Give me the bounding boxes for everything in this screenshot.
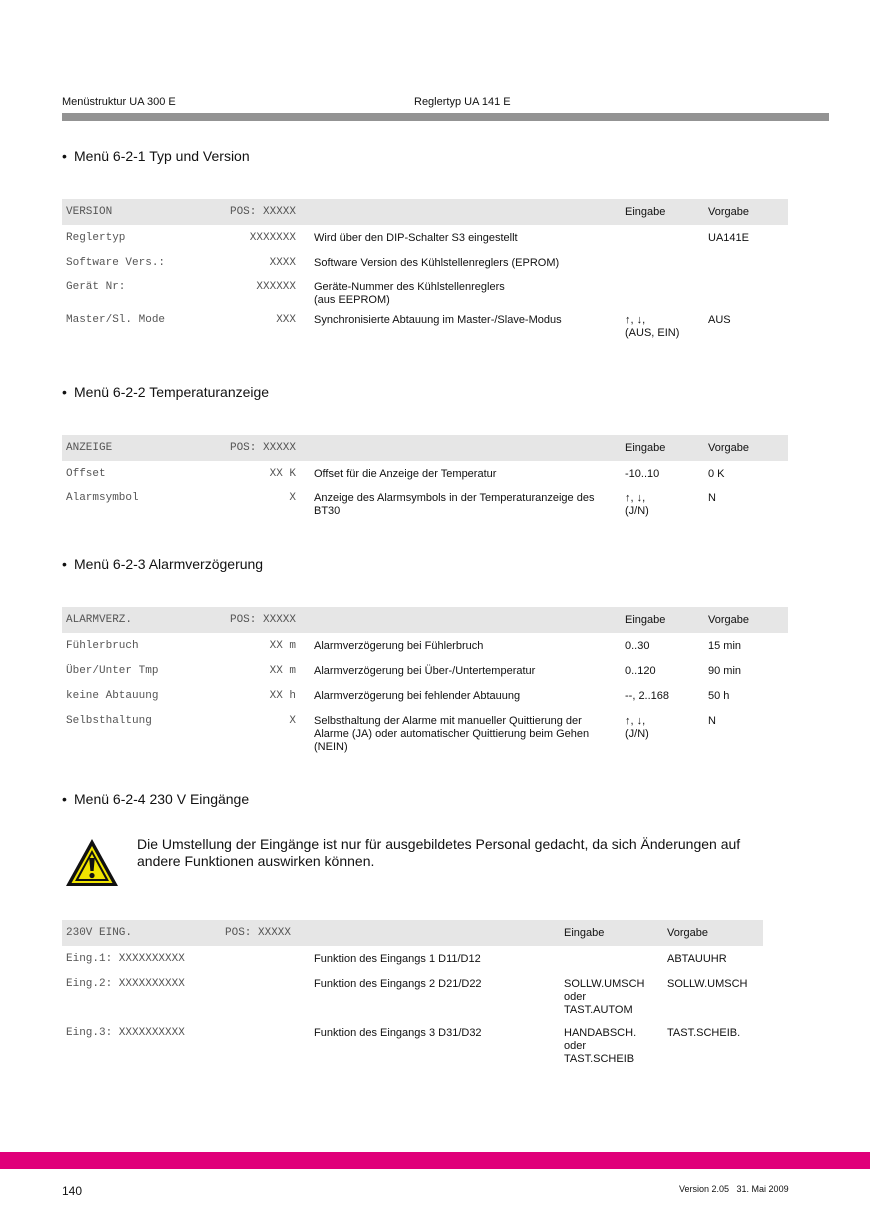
menu-pos: POS: XXXXX [212,435,296,461]
param-name: Fühlerbruch [66,640,139,652]
param-name: Über/Unter Tmp [66,665,159,677]
param-vorgabe: N [708,492,716,504]
table-row [62,485,788,521]
param-value: XX m [269,640,296,652]
param-desc: Synchronisierte Abtauung im Master-/Slave-Modus [314,314,562,326]
table-row [62,946,763,971]
param-name: Alarmsymbol [66,492,139,504]
section-title-alarm: • Menü 6-2-3 Alarmverzögerung [62,556,264,572]
param-desc: Funktion des Eingangs 3 D31/D32 [314,1027,482,1039]
table-row [62,274,788,307]
param-name: Reglertyp [66,232,126,244]
table-row [62,1020,763,1069]
table-head [62,920,763,946]
menu-pos: POS: XXXXX [212,607,296,633]
param-desc: Selbsthaltung der Alarme mit manueller Quittierung der Alarme (JA) oder automatischer Quittierung beim Gehen (NEIN) [314,715,590,753]
menu-pos: POS: XXXXX [212,199,296,225]
menu-name: VERSION [62,199,212,225]
param-value: XX m [269,665,296,677]
table-row [62,461,788,485]
menu-pos: POS: XXXXX [212,920,296,946]
param-name: Eing.1: XXXXXXXXXX [66,953,185,965]
param-desc: Offset für die Anzeige der Temperatur [314,468,497,480]
param-value: XXXXXX [256,281,296,293]
table-head [62,435,788,461]
param-name: Software Vers.: [66,257,166,269]
param-vorgabe [708,250,788,274]
param-vorgabe: TAST.SCHEIB. [667,1027,741,1039]
col-vorgabe: Vorgabe [708,435,788,461]
param-vorgabe: 0 K [708,468,725,480]
param-desc: Alarmverzögerung bei Fühlerbruch [314,640,484,652]
eingaenge-table [62,920,763,1069]
param-eingabe: ↑, ↓, (AUS, EIN) [625,314,680,339]
bullet-icon: • [62,791,67,807]
param-name: Gerät Nr: [66,281,126,293]
warning-icon [64,837,120,889]
param-eingabe: --, 2..168 [625,690,670,702]
bullet-icon: • [62,148,67,164]
param-vorgabe: SOLLW.UMSCH [667,978,748,990]
param-vorgabe: UA141E [708,232,749,244]
alarm-table [62,607,788,758]
param-eingabe: ↑, ↓, (J/N) [625,715,649,740]
col-vorgabe: Vorgabe [708,607,788,633]
param-desc: Geräte-Nummer des Kühlstellenreglers (aus EEPROM) [314,281,505,306]
version-table [62,199,788,343]
param-vorgabe [708,274,788,307]
param-name: Eing.2: XXXXXXXXXX [66,978,185,990]
footer-bar [0,1152,870,1169]
table-head [62,607,788,633]
param-eingabe: SOLLW.UMSCH oder TAST.AUTOM [564,978,645,1016]
warning-text: Die Umstellung der Eingänge ist nur für ausgebildetes Personal gedacht, da sich Änderungen auf andere Funktionen auswirken können. [137,836,741,869]
col-eingabe: Eingabe [564,920,667,946]
param-eingabe: ↑, ↓, (J/N) [625,492,649,517]
table-row [62,708,788,758]
table-row [62,971,763,1020]
param-value: XX K [269,468,296,480]
param-value: XXXX [269,257,296,269]
header-center: Reglertyp UA 141 E [414,96,511,108]
param-vorgabe: 90 min [708,665,742,677]
param-desc: Wird über den DIP-Schalter S3 eingestellt [314,232,518,244]
param-eingabe [625,250,708,274]
param-eingabe [564,946,667,971]
param-eingabe: -10..10 [625,468,660,480]
param-value: X [289,715,296,727]
table-head [62,199,788,225]
param-vorgabe: 15 min [708,640,742,652]
param-name: Offset [66,468,106,480]
param-name: Selbsthaltung [66,715,152,727]
param-eingabe: HANDABSCH. oder TAST.SCHEIB [564,1027,637,1065]
col-vorgabe: Vorgabe [667,920,763,946]
param-desc: Alarmverzögerung bei Über-/Untertemperatur [314,665,536,677]
param-value: XXX [276,314,296,326]
param-vorgabe: 50 h [708,690,730,702]
col-eingabe: Eingabe [625,199,708,225]
menu-name: 230V EING. [62,920,212,946]
anzeige-table [62,435,788,521]
section-title-eingaenge: • Menü 6-2-4 230 V Eingänge [62,791,250,807]
param-desc: Software Version des Kühlstellenreglers (EPROM) [314,257,560,269]
col-eingabe: Eingabe [625,607,708,633]
header-left: Menüstruktur UA 300 E [62,96,176,108]
param-eingabe [625,225,708,250]
col-eingabe: Eingabe [625,435,708,461]
header-bar [62,113,829,121]
param-value: XX h [269,690,296,702]
table-row [62,307,788,343]
param-eingabe: 0..30 [625,640,650,652]
param-value: X [289,492,296,504]
table-row [62,250,788,274]
param-vorgabe: AUS [708,314,731,326]
param-eingabe [625,274,708,307]
param-vorgabe: ABTAUUHR [667,953,727,965]
menu-name: ALARMVERZ. [62,607,212,633]
bullet-icon: • [62,556,67,572]
section-title-version: • Menü 6-2-1 Typ und Version [62,148,250,164]
param-desc: Funktion des Eingangs 2 D21/D22 [314,978,482,990]
param-desc: Anzeige des Alarmsymbols in der Temperaturanzeige des BT30 [314,492,595,517]
bullet-icon: • [62,384,67,400]
param-desc: Alarmverzögerung bei fehlender Abtauung [314,690,521,702]
param-name: keine Abtauung [66,690,159,702]
param-eingabe: 0..120 [625,665,656,677]
param-name: Master/Sl. Mode [66,314,166,326]
col-vorgabe: Vorgabe [708,199,788,225]
param-vorgabe: N [708,715,716,727]
section-title-anzeige: • Menü 6-2-2 Temperaturanzeige [62,384,270,400]
menu-name: ANZEIGE [62,435,212,461]
param-desc: Funktion des Eingangs 1 D11/D12 [314,953,481,965]
version-date: Version 2.05 31. Mai 2009 [679,1184,789,1194]
param-name: Eing.3: XXXXXXXXXX [66,1027,185,1039]
table-row [62,683,788,708]
table-row [62,658,788,683]
page-number: 140 [62,1184,83,1198]
param-value: XXXXXXX [249,232,296,244]
table-row [62,225,788,250]
table-row [62,633,788,658]
